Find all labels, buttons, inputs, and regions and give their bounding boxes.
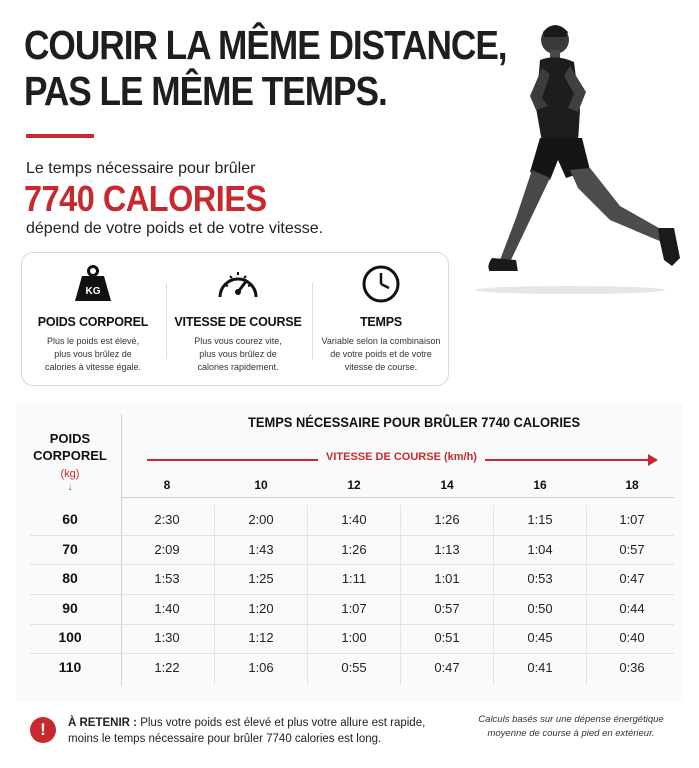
- info-weight-line: Plus le poids est élevé,: [46, 336, 140, 346]
- table-cell: 0:57: [434, 600, 460, 616]
- table-row-weight: 60: [62, 511, 78, 527]
- table-row-divider: [30, 653, 674, 654]
- footer-note-line-2: moyenne de course à pied en extérieur.: [487, 728, 655, 739]
- table-row-weight: 70: [62, 540, 78, 557]
- footer-remember-text-2: moins le temps nécessaire pour brûler 7740 calories est long.: [68, 733, 382, 745]
- table-cell: 1:26: [341, 541, 367, 557]
- footer-note: [466, 713, 676, 741]
- table-cell: 0:57: [619, 541, 645, 557]
- table-cell: 1:40: [341, 512, 367, 527]
- table-cell: 1:15: [527, 512, 553, 527]
- table-cell: 1:06: [248, 660, 274, 675]
- table-cell: 1:01: [434, 571, 460, 587]
- speedometer-icon: [216, 265, 260, 303]
- table-cell: 1:22: [154, 660, 180, 675]
- table-row-divider: [30, 594, 674, 595]
- table-cell: 0:45: [527, 630, 553, 646]
- title-line-2: PAS LE MÊME TEMPS.: [24, 68, 387, 114]
- table-column-divider: [493, 505, 494, 685]
- intro-line-2: dépend de votre poids et de votre vitesse.: [26, 220, 324, 237]
- table-cell: 1:43: [248, 541, 274, 557]
- table-row-weight: 100: [58, 629, 82, 646]
- info-speed-title: VITESSE DE COURSE: [174, 315, 302, 329]
- table-cell: 1:40: [154, 600, 180, 616]
- speed-column-header: 18: [625, 478, 639, 492]
- info-weight-text: [22, 335, 164, 374]
- speed-arrow-head-icon: [648, 454, 658, 466]
- table-row-divider: [30, 535, 674, 536]
- info-time: [310, 265, 452, 374]
- table-row-weight: 110: [58, 659, 82, 675]
- weight-arrow-icon: ↓: [67, 482, 73, 493]
- table-cell: 0:50: [527, 600, 553, 616]
- table-cell: 1:20: [248, 600, 274, 616]
- exclamation-icon: !: [30, 717, 56, 743]
- footer-remember-label: À RETENIR :: [68, 717, 137, 729]
- table-row-divider: [30, 564, 674, 565]
- table-cell: 1:13: [434, 541, 460, 557]
- table-cell: 1:07: [619, 512, 645, 527]
- footer-note-line-1: Calculs basés sur une dépense énergétique: [478, 714, 664, 725]
- speed-column-header: 16: [533, 478, 547, 492]
- weight-icon: [73, 265, 113, 303]
- table-cell: 1:53: [154, 571, 180, 587]
- weight-header-line-2: CORPOREL: [33, 448, 107, 463]
- footer-remember: [68, 715, 458, 747]
- table-cell: 2:30: [154, 512, 180, 527]
- speed-column-header: 12: [347, 478, 361, 492]
- table-cell: 0:41: [527, 660, 553, 675]
- table-cell: 2:00: [248, 512, 274, 527]
- info-speed: [167, 265, 309, 374]
- table-cell: 1:11: [341, 571, 367, 587]
- title-divider: [26, 134, 94, 138]
- info-card: [21, 252, 449, 386]
- table-cell: 0:36: [619, 660, 645, 675]
- intro-line-1: Le temps nécessaire pour brûler: [26, 160, 256, 177]
- table-cell: 1:30: [154, 630, 180, 646]
- table-header-divider: [121, 497, 674, 498]
- table-vertical-divider: [121, 414, 122, 686]
- title-line-1: COURIR LA MÊME DISTANCE,: [24, 22, 507, 68]
- speed-column-header: 8: [163, 478, 171, 492]
- speed-axis-label: VITESSE DE COURSE (km/h): [318, 451, 485, 463]
- table-column-divider: [214, 505, 215, 685]
- table-cell: 0:47: [434, 660, 460, 675]
- info-time-line: Variable selon la combinaison: [321, 336, 441, 346]
- intro-calories-highlight: 7740 CALORIES: [24, 178, 267, 219]
- speed-column-header: 14: [440, 478, 454, 492]
- weight-header-line-1: POIDS: [49, 431, 91, 446]
- table-cell: 2:09: [154, 541, 180, 557]
- table-cell: 0:51: [434, 630, 460, 646]
- info-speed-line: plus vous brûlez de: [199, 349, 277, 359]
- table-row-divider: [30, 624, 674, 625]
- info-time-text: [310, 335, 452, 374]
- speed-column-header: 10: [254, 478, 268, 492]
- info-speed-line: calories rapidement.: [197, 362, 279, 372]
- info-time-line: de votre poids et de votre: [330, 349, 432, 359]
- info-time-line: vitesse de course.: [344, 362, 418, 372]
- info-speed-text: [167, 335, 309, 374]
- clock-icon: [361, 265, 401, 303]
- weight-column-header: [30, 430, 110, 464]
- table-cell: 1:07: [341, 600, 367, 616]
- table-cell: 0:40: [619, 630, 645, 646]
- weight-unit: (kg): [60, 468, 80, 480]
- table-column-divider: [400, 505, 401, 685]
- table-cell: 0:44: [619, 600, 645, 616]
- info-weight-title: POIDS CORPOREL: [37, 315, 149, 329]
- table-cell: 1:26: [434, 512, 460, 527]
- info-weight-line: plus vous brûlez de: [54, 349, 132, 359]
- footer-remember-text-1: Plus votre poids est élevé et plus votre allure est rapide,: [137, 717, 426, 729]
- table-column-divider: [307, 505, 308, 685]
- weight-icon-label: KG: [85, 286, 101, 297]
- table-row-weight: 90: [62, 599, 78, 616]
- table-cell: 0:47: [619, 571, 645, 587]
- table-column-divider: [586, 505, 587, 685]
- runner-illustration: [470, 10, 695, 300]
- table-cell: 1:00: [341, 630, 367, 646]
- table-cell: 1:12: [248, 630, 274, 646]
- page-title: [24, 22, 507, 114]
- table-cell: 1:25: [248, 571, 274, 587]
- table-title: TEMPS NÉCESSAIRE POUR BRÛLER 7740 CALORIES: [248, 414, 581, 430]
- table-row-weight: 80: [62, 570, 78, 587]
- info-weight-line: calories à vitesse égale.: [44, 362, 142, 372]
- table-cell: 1:04: [527, 541, 553, 557]
- info-weight: [22, 265, 164, 374]
- info-time-title: TEMPS: [359, 315, 403, 329]
- info-speed-line: Plus vous courez vite,: [194, 336, 282, 346]
- table-cell: 0:53: [527, 571, 553, 587]
- table-cell: 0:55: [341, 660, 367, 675]
